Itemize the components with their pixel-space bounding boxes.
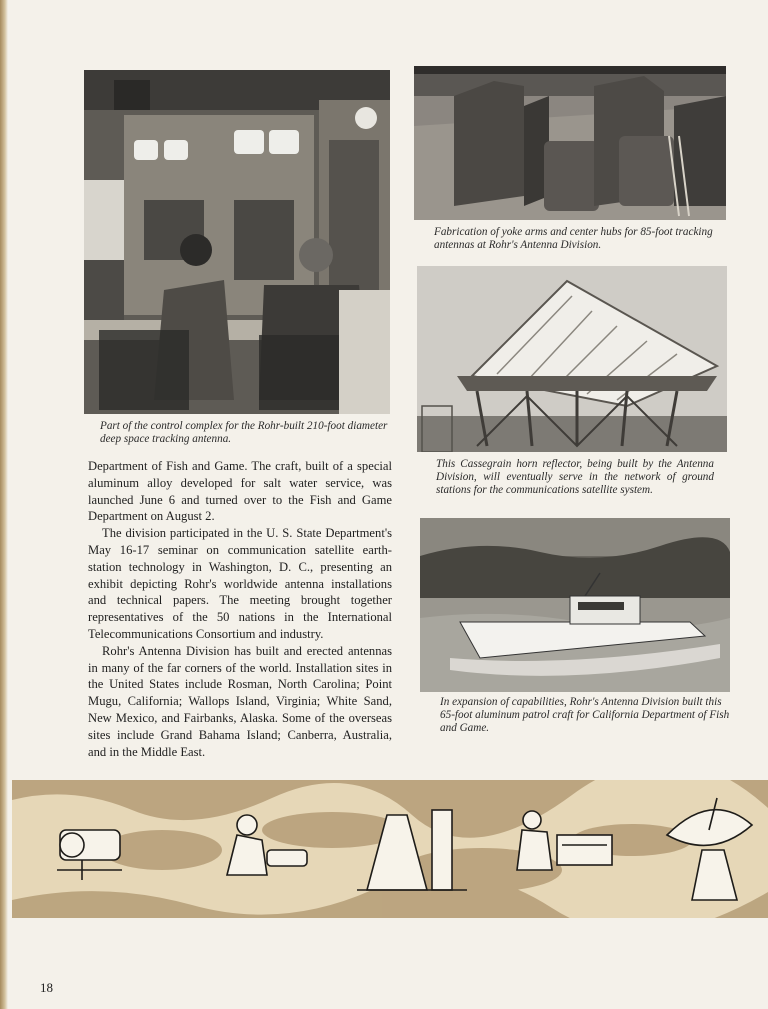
- page-spine: [0, 0, 8, 1009]
- horn-reflector-photo: [417, 266, 727, 452]
- article-paragraph: Department of Fish and Game. The craft, built of a special aluminum alloy developed for salt water service, was launched June 6 and turned over to the Fish and Game Department on August 2.: [88, 459, 392, 524]
- page-number: 18: [40, 980, 53, 995]
- patrol-boat-caption: In expansion of capabilities, Rohr's Antenna Division built this 65-foot aluminum patrol craft for California Department of Fish and Game.: [440, 696, 730, 734]
- fabrication-caption: Fabrication of yoke arms and center hubs for 85-foot tracking antennas at Rohr's Antenna Division.: [434, 226, 713, 251]
- article-body: [88, 458, 392, 760]
- patrol-boat-photo: [420, 518, 730, 692]
- article-paragraph: Rohr's Antenna Division has built and erected antennas in many of the far corners of the world. Installation sites in the United States include Rosman, North Carolina; Point Mugu, California; Wallops Island, Virginia; White Sand, New Mexico, and Fairbanks, Alaska. Some of the overseas sites include Grand Bahama Island; Canberra, Australia, and in the Middle East.: [88, 643, 392, 759]
- fabrication-photo: [414, 66, 726, 220]
- control-room-photo: [84, 70, 390, 414]
- article-paragraph: The division participated in the U. S. State Department's May 16-17 seminar on communication satellite earth-station technology in Washington, D. C., presenting an exhibit depicting Rohr's worldwide antenna installations and technical papers. The meeting brought together representatives of the 50 nations in the International Telecommunications Consortium and industry.: [88, 526, 392, 641]
- horn-reflector-caption: This Cassegrain horn reflector, being built by the Antenna Division, will eventually serve in the network of ground stations for the communications satellite system.: [436, 458, 714, 496]
- control-room-caption: Part of the control complex for the Rohr-built 210-foot diameter deep space tracking antenna.: [100, 420, 388, 445]
- illustration-banner: [12, 780, 768, 918]
